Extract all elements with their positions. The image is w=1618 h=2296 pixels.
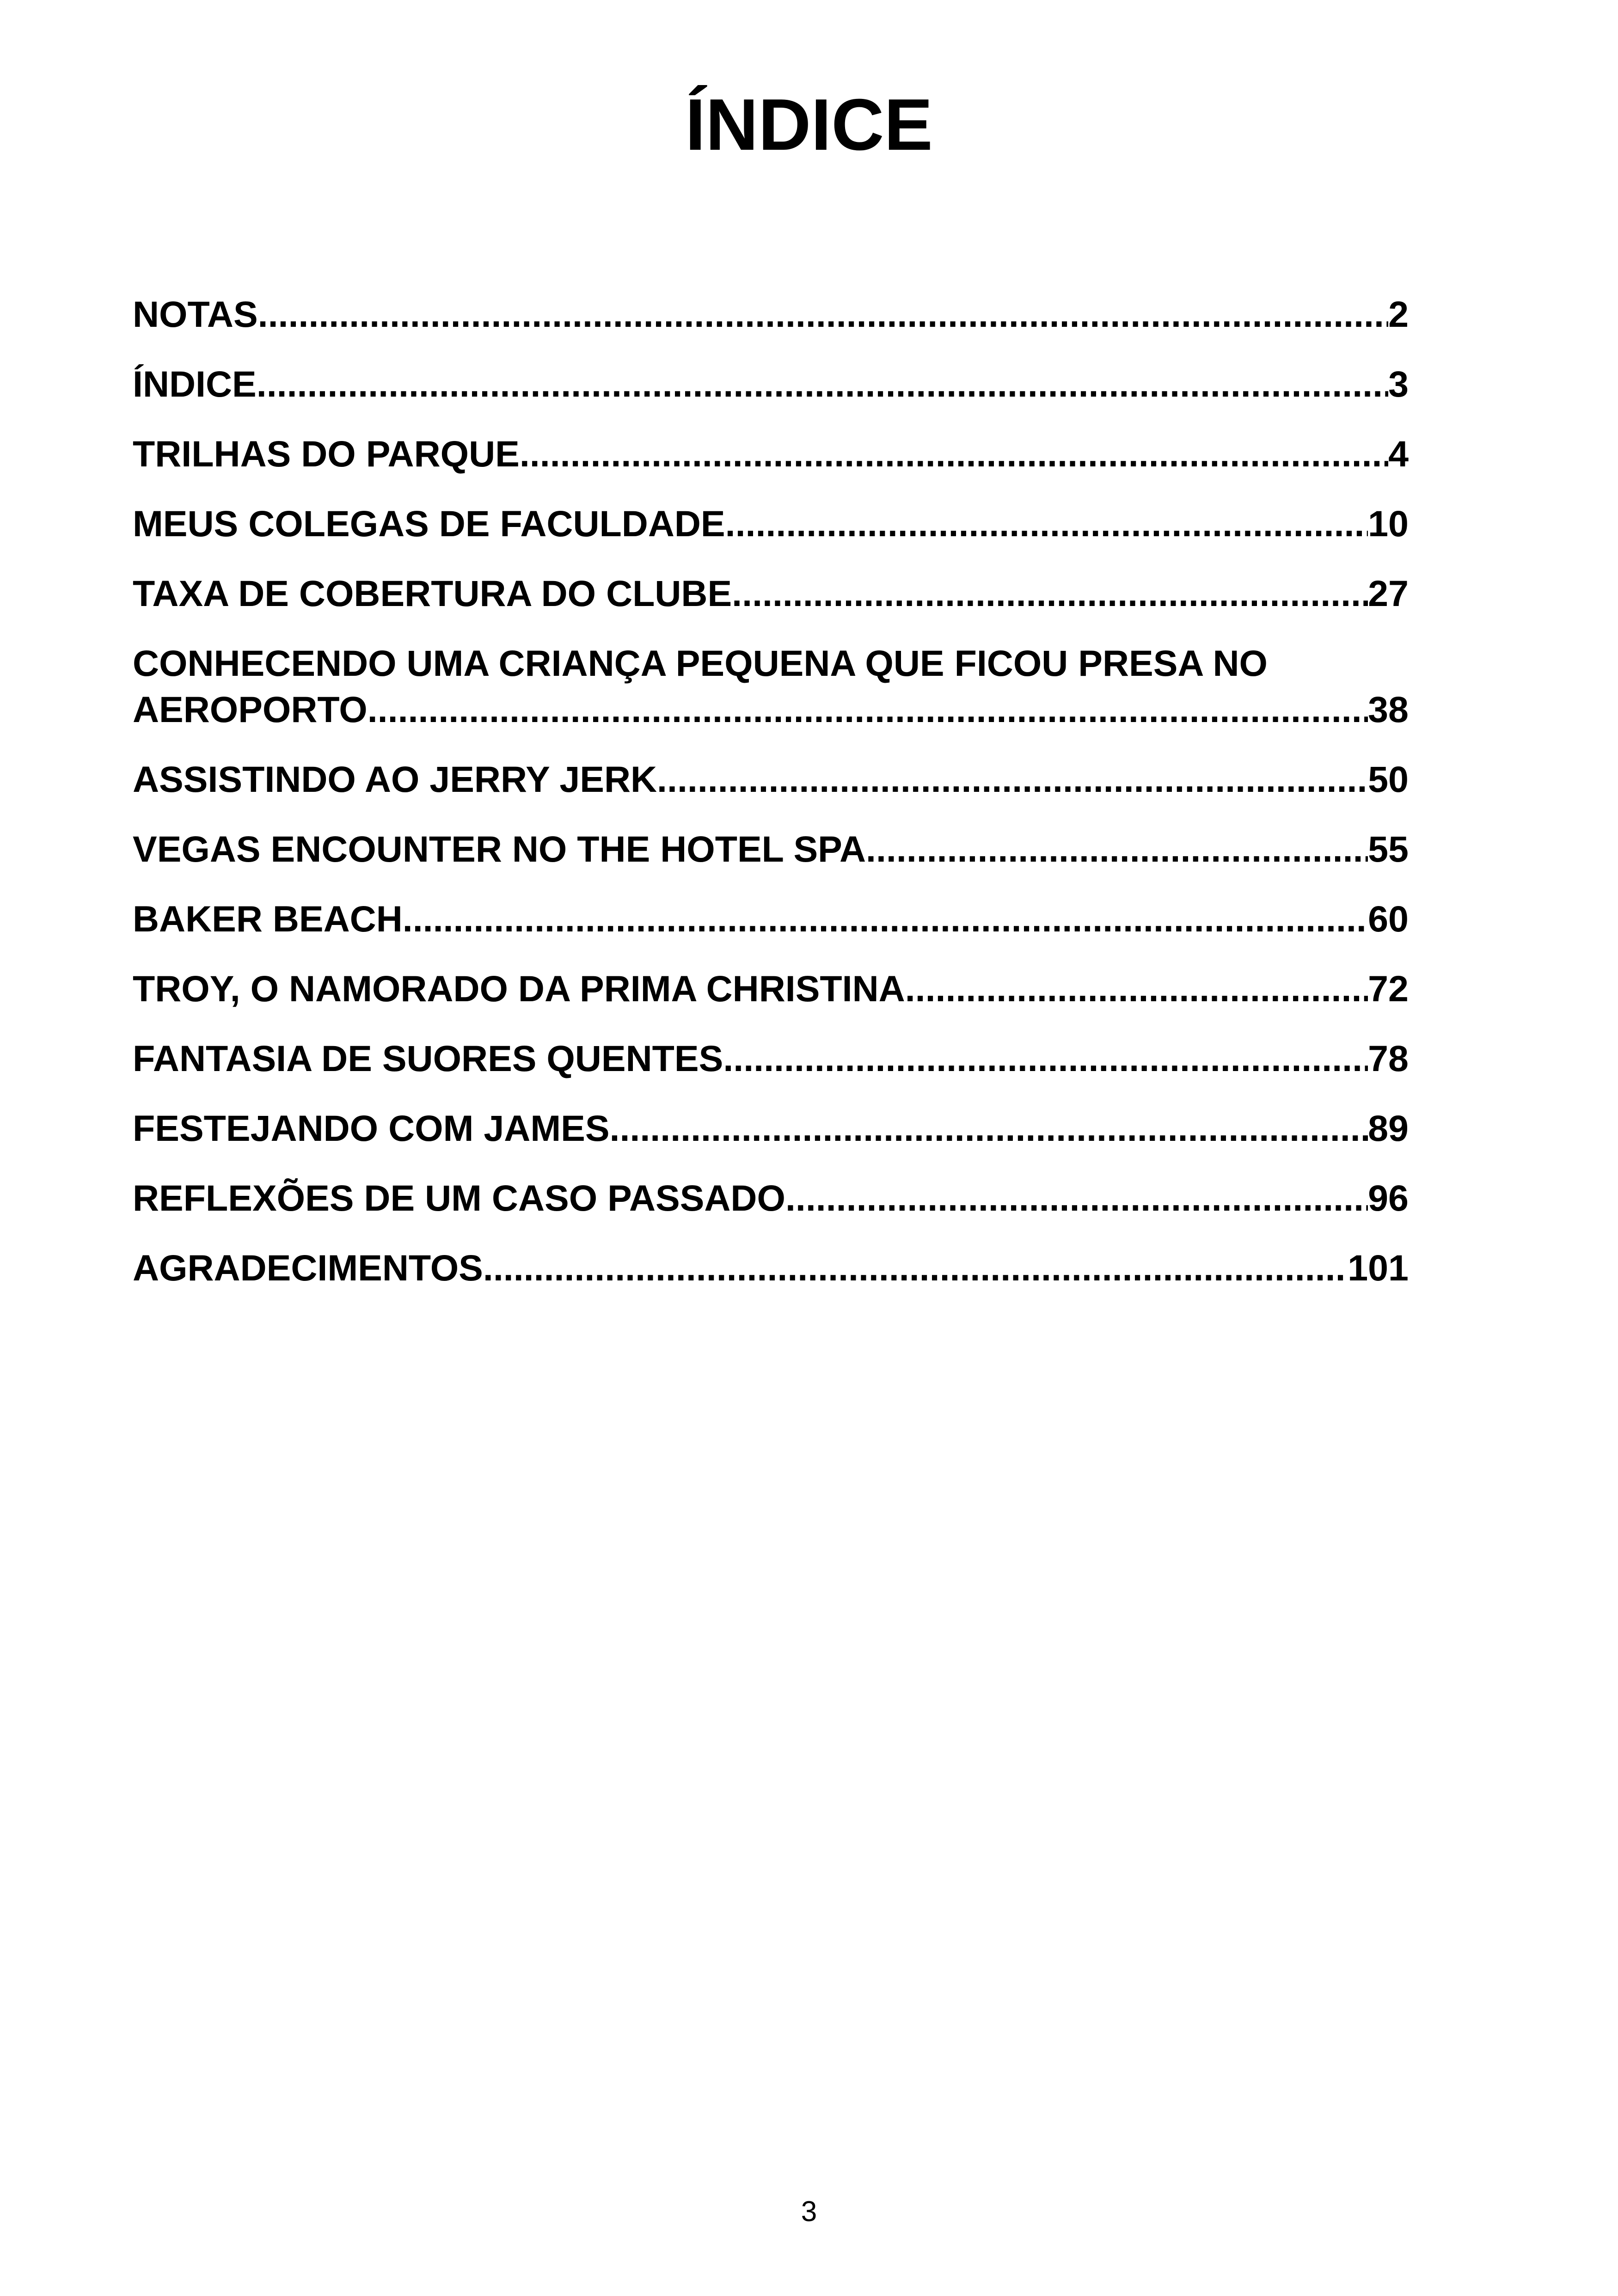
toc-entry-troy[interactable]: [133, 966, 1409, 1012]
toc-entry-page: 10: [1368, 503, 1409, 544]
toc-entry-label: NOTAS: [133, 294, 258, 335]
page-title: ÍNDICE: [685, 84, 933, 165]
table-of-contents: [133, 291, 1409, 1315]
toc-entry-page: 2: [1388, 294, 1409, 335]
toc-entry-label: MEUS COLEGAS DE FACULDADE: [133, 503, 725, 544]
toc-entry-label: AEROPORTO: [133, 689, 368, 730]
toc-entry-assistindo[interactable]: [133, 756, 1409, 802]
toc-entry-page: 3: [1388, 363, 1409, 404]
toc-entry-page: 60: [1368, 898, 1409, 939]
toc-entry-label: ASSISTINDO AO JERRY JERK: [133, 759, 657, 800]
toc-entry-vegas-encounter[interactable]: [133, 826, 1409, 872]
toc-entry-page: 96: [1368, 1177, 1409, 1218]
toc-entry-page: 50: [1368, 759, 1409, 800]
toc-entry-label: REFLEXÕES DE UM CASO PASSADO: [133, 1177, 785, 1218]
toc-entry-label: TRILHAS DO PARQUE: [133, 433, 520, 474]
dot-leader: [725, 501, 1368, 547]
dot-leader: [257, 361, 1388, 407]
toc-entry-page: 27: [1368, 573, 1409, 614]
toc-entry-label: VEGAS ENCOUNTER NO THE HOTEL SPA: [133, 828, 866, 869]
toc-entry-taxa-de-cobertura[interactable]: [133, 570, 1409, 617]
toc-entry-meus-colegas[interactable]: [133, 501, 1409, 547]
toc-entry-reflexoes[interactable]: [133, 1175, 1409, 1221]
toc-entry-fantasia[interactable]: [133, 1035, 1409, 1082]
dot-leader: [866, 826, 1368, 872]
dot-leader: [732, 570, 1368, 617]
toc-entry-first-line: [133, 640, 1409, 686]
toc-entry-label: AGRADECIMENTOS: [133, 1247, 483, 1288]
toc-entry-label: ÍNDICE: [133, 363, 257, 404]
toc-entry-label: TROY, O NAMORADO DA PRIMA CHRISTINA: [133, 968, 905, 1009]
toc-entry-label: TAXA DE COBERTURA DO CLUBE: [133, 573, 732, 614]
dot-leader: [520, 431, 1388, 477]
dot-leader: [723, 1035, 1368, 1082]
toc-entry-page: 38: [1368, 689, 1409, 730]
toc-entry-page: 78: [1368, 1038, 1409, 1079]
toc-entry-label: BAKER BEACH: [133, 898, 403, 939]
toc-entry-page: 72: [1368, 968, 1409, 1009]
toc-entry-label: FESTEJANDO COM JAMES: [133, 1108, 610, 1149]
dot-leader: [610, 1105, 1368, 1151]
dot-leader: [483, 1245, 1348, 1291]
dot-leader: [905, 966, 1368, 1012]
page-number: 3: [801, 2196, 817, 2228]
toc-entry-conhecendo[interactable]: [133, 640, 1409, 733]
dot-leader: [657, 756, 1368, 802]
dot-leader: [368, 686, 1368, 733]
toc-entry-page: 4: [1388, 433, 1409, 474]
toc-entry-label-line1: CONHECENDO UMA CRIANÇA PEQUENA QUE FICOU PRESA NO: [133, 643, 1268, 684]
dot-leader: [258, 291, 1388, 337]
toc-entry-label: FANTASIA DE SUORES QUENTES: [133, 1038, 723, 1079]
toc-entry-festejando[interactable]: [133, 1105, 1409, 1151]
toc-entry-agradecimentos[interactable]: [133, 1245, 1409, 1291]
dot-leader: [403, 896, 1368, 942]
toc-entry-second-line: [133, 686, 1409, 733]
toc-entry-page: 89: [1368, 1108, 1409, 1149]
toc-entry-page: 101: [1348, 1247, 1409, 1288]
toc-entry-indice[interactable]: [133, 361, 1409, 407]
dot-leader: [785, 1175, 1368, 1221]
toc-entry-notas[interactable]: [133, 291, 1409, 337]
toc-entry-trilhas-do-parque[interactable]: [133, 431, 1409, 477]
toc-entry-baker-beach[interactable]: [133, 896, 1409, 942]
toc-entry-page: 55: [1368, 828, 1409, 869]
